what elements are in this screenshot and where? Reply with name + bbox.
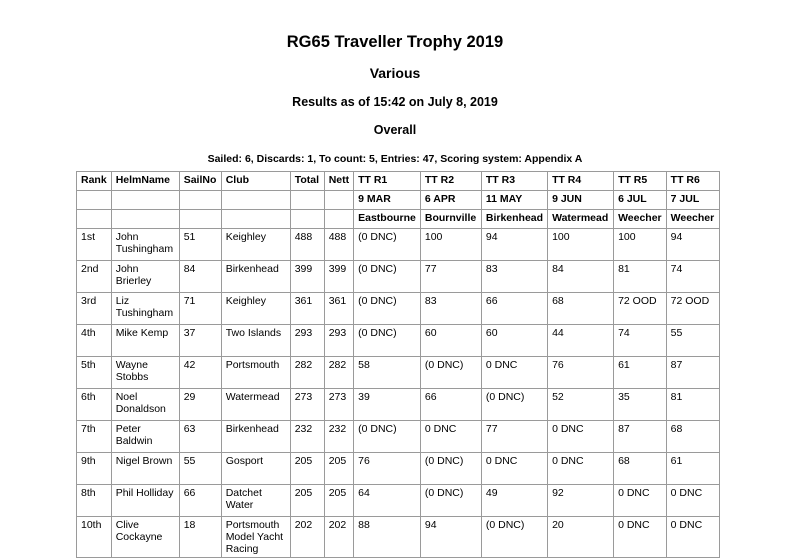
cell-sail-number: 71 (179, 293, 221, 325)
cell-total: 273 (290, 389, 324, 421)
empty-header-cell (221, 210, 290, 229)
col-header-helmname: HelmName (111, 172, 179, 191)
cell-race-5-score: 0 DNC (614, 517, 667, 558)
empty-header-cell (290, 191, 324, 210)
cell-club: Two Islands (221, 325, 290, 357)
cell-club: Portsmouth Model Yacht Racing (221, 517, 290, 558)
cell-race-1-score: (0 DNC) (354, 229, 421, 261)
cell-rank: 4th (77, 325, 112, 357)
col-header-sailno: SailNo (179, 172, 221, 191)
event-venue: Various (369, 65, 421, 81)
section-heading: Overall (373, 123, 417, 137)
cell-race-4-score: 44 (548, 325, 614, 357)
cell-race-1-score: 88 (354, 517, 421, 558)
empty-header-cell (77, 210, 112, 229)
cell-rank: 9th (77, 453, 112, 485)
cell-nett: 399 (324, 261, 353, 293)
table-row (77, 357, 720, 389)
cell-race-2-score: 66 (420, 389, 481, 421)
cell-race-1-score: (0 DNC) (354, 261, 421, 293)
cell-race-2-score: 60 (420, 325, 481, 357)
cell-race-6-score: 87 (666, 357, 719, 389)
cell-race-1-score: 58 (354, 357, 421, 389)
cell-race-3-score: (0 DNC) (481, 517, 547, 558)
cell-total: 202 (290, 517, 324, 558)
cell-race-2-score: 100 (420, 229, 481, 261)
empty-header-cell (221, 191, 290, 210)
col-header-total: Total (290, 172, 324, 191)
table-row (77, 293, 720, 325)
cell-rank: 10th (77, 517, 112, 558)
cell-race-6-score: 55 (666, 325, 719, 357)
cell-sail-number: 51 (179, 229, 221, 261)
table-row (77, 517, 720, 558)
cell-race-1-score: 39 (354, 389, 421, 421)
cell-sail-number: 37 (179, 325, 221, 357)
cell-sail-number: 66 (179, 485, 221, 517)
cell-race-3-score: 0 DNC (481, 453, 547, 485)
cell-helm-name: John Brierley (111, 261, 179, 293)
cell-helm-name: Liz Tushingham (111, 293, 179, 325)
cell-race-5-score: 0 DNC (614, 485, 667, 517)
cell-race-1-score: (0 DNC) (354, 293, 421, 325)
empty-header-cell (324, 191, 353, 210)
cell-race-2-score: 77 (420, 261, 481, 293)
cell-race-4-score: 76 (548, 357, 614, 389)
cell-race-3-score: 60 (481, 325, 547, 357)
cell-club: Keighley (221, 293, 290, 325)
cell-sail-number: 84 (179, 261, 221, 293)
cell-club: Datchet Water (221, 485, 290, 517)
header-row-dates (77, 191, 720, 210)
race-venue: Weecher (666, 210, 719, 229)
cell-sail-number: 18 (179, 517, 221, 558)
col-header-race-6: TT R6 (666, 172, 719, 191)
cell-race-6-score: 72 OOD (666, 293, 719, 325)
cell-race-3-score: 94 (481, 229, 547, 261)
cell-sail-number: 55 (179, 453, 221, 485)
cell-race-3-score: 77 (481, 421, 547, 453)
race-date: 9 MAR (354, 191, 421, 210)
cell-club: Watermead (221, 389, 290, 421)
cell-helm-name: Noel Donaldson (111, 389, 179, 421)
cell-nett: 282 (324, 357, 353, 389)
cell-race-5-score: 81 (614, 261, 667, 293)
cell-race-6-score: 0 DNC (666, 485, 719, 517)
cell-total: 205 (290, 453, 324, 485)
col-header-race-5: TT R5 (614, 172, 667, 191)
cell-total: 282 (290, 357, 324, 389)
cell-race-5-score: 74 (614, 325, 667, 357)
empty-header-cell (324, 210, 353, 229)
cell-race-6-score: 68 (666, 421, 719, 453)
cell-race-6-score: 94 (666, 229, 719, 261)
cell-nett: 205 (324, 453, 353, 485)
cell-total: 293 (290, 325, 324, 357)
table-row (77, 421, 720, 453)
cell-race-2-score: 94 (420, 517, 481, 558)
header-row-columns (77, 172, 720, 191)
results-body (77, 229, 720, 558)
cell-race-5-score: 72 OOD (614, 293, 667, 325)
cell-helm-name: Clive Cockayne (111, 517, 179, 558)
cell-race-6-score: 74 (666, 261, 719, 293)
table-row (77, 325, 720, 357)
cell-race-5-score: 100 (614, 229, 667, 261)
cell-race-4-score: 20 (548, 517, 614, 558)
col-header-race-1: TT R1 (354, 172, 421, 191)
results-timestamp: Results as of 15:42 on July 8, 2019 (292, 95, 498, 109)
table-row (77, 261, 720, 293)
cell-nett: 232 (324, 421, 353, 453)
cell-nett: 361 (324, 293, 353, 325)
cell-club: Portsmouth (221, 357, 290, 389)
cell-race-4-score: 100 (548, 229, 614, 261)
cell-total: 361 (290, 293, 324, 325)
cell-rank: 5th (77, 357, 112, 389)
race-venue: Bournville (420, 210, 481, 229)
table-row (77, 453, 720, 485)
empty-header-cell (77, 191, 112, 210)
col-header-nett: Nett (324, 172, 353, 191)
cell-total: 399 (290, 261, 324, 293)
empty-header-cell (179, 210, 221, 229)
col-header-race-4: TT R4 (548, 172, 614, 191)
cell-race-1-score: (0 DNC) (354, 421, 421, 453)
cell-helm-name: John Tushingham (111, 229, 179, 261)
page-title: RG65 Traveller Trophy 2019 (286, 33, 504, 51)
cell-race-2-score: 83 (420, 293, 481, 325)
cell-race-4-score: 0 DNC (548, 453, 614, 485)
cell-helm-name: Wayne Stobbs (111, 357, 179, 389)
cell-rank: 3rd (77, 293, 112, 325)
cell-race-1-score: 64 (354, 485, 421, 517)
col-header-club: Club (221, 172, 290, 191)
cell-race-4-score: 84 (548, 261, 614, 293)
results-table (76, 171, 720, 558)
table-row (77, 229, 720, 261)
cell-club: Birkenhead (221, 421, 290, 453)
cell-race-3-score: (0 DNC) (481, 389, 547, 421)
cell-race-6-score: 61 (666, 453, 719, 485)
cell-nett: 205 (324, 485, 353, 517)
cell-rank: 8th (77, 485, 112, 517)
cell-club: Birkenhead (221, 261, 290, 293)
cell-race-5-score: 68 (614, 453, 667, 485)
cell-race-4-score: 0 DNC (548, 421, 614, 453)
cell-helm-name: Nigel Brown (111, 453, 179, 485)
cell-race-2-score: (0 DNC) (420, 357, 481, 389)
cell-nett: 293 (324, 325, 353, 357)
race-date: 6 JUL (614, 191, 667, 210)
race-venue: Weecher (614, 210, 667, 229)
cell-race-5-score: 61 (614, 357, 667, 389)
race-date: 7 JUL (666, 191, 719, 210)
race-date: 11 MAY (481, 191, 547, 210)
cell-club: Gosport (221, 453, 290, 485)
cell-nett: 488 (324, 229, 353, 261)
cell-total: 488 (290, 229, 324, 261)
cell-race-3-score: 49 (481, 485, 547, 517)
cell-race-6-score: 81 (666, 389, 719, 421)
empty-header-cell (111, 210, 179, 229)
empty-header-cell (179, 191, 221, 210)
col-header-race-2: TT R2 (420, 172, 481, 191)
cell-race-5-score: 87 (614, 421, 667, 453)
col-header-race-3: TT R3 (481, 172, 547, 191)
table-row (77, 389, 720, 421)
cell-total: 205 (290, 485, 324, 517)
cell-nett: 273 (324, 389, 353, 421)
empty-header-cell (290, 210, 324, 229)
cell-rank: 7th (77, 421, 112, 453)
cell-race-2-score: (0 DNC) (420, 453, 481, 485)
empty-header-cell (111, 191, 179, 210)
cell-club: Keighley (221, 229, 290, 261)
race-venue: Watermead (548, 210, 614, 229)
cell-helm-name: Peter Baldwin (111, 421, 179, 453)
header-row-venues (77, 210, 720, 229)
cell-race-1-score: (0 DNC) (354, 325, 421, 357)
cell-sail-number: 42 (179, 357, 221, 389)
cell-race-3-score: 83 (481, 261, 547, 293)
race-venue: Birkenhead (481, 210, 547, 229)
cell-race-4-score: 52 (548, 389, 614, 421)
race-date: 9 JUN (548, 191, 614, 210)
col-header-rank: Rank (77, 172, 112, 191)
cell-nett: 202 (324, 517, 353, 558)
series-summary: Sailed: 6, Discards: 1, To count: 5, Entries: 47, Scoring system: Appendix A (207, 153, 583, 165)
cell-race-6-score: 0 DNC (666, 517, 719, 558)
cell-sail-number: 29 (179, 389, 221, 421)
race-venue: Eastbourne (354, 210, 421, 229)
cell-race-4-score: 92 (548, 485, 614, 517)
cell-race-1-score: 76 (354, 453, 421, 485)
cell-race-4-score: 68 (548, 293, 614, 325)
race-date: 6 APR (420, 191, 481, 210)
cell-race-2-score: (0 DNC) (420, 485, 481, 517)
cell-rank: 2nd (77, 261, 112, 293)
cell-helm-name: Phil Holliday (111, 485, 179, 517)
cell-rank: 1st (77, 229, 112, 261)
cell-race-2-score: 0 DNC (420, 421, 481, 453)
table-row (77, 485, 720, 517)
cell-race-3-score: 0 DNC (481, 357, 547, 389)
cell-helm-name: Mike Kemp (111, 325, 179, 357)
cell-race-5-score: 35 (614, 389, 667, 421)
cell-rank: 6th (77, 389, 112, 421)
cell-race-3-score: 66 (481, 293, 547, 325)
cell-total: 232 (290, 421, 324, 453)
cell-sail-number: 63 (179, 421, 221, 453)
